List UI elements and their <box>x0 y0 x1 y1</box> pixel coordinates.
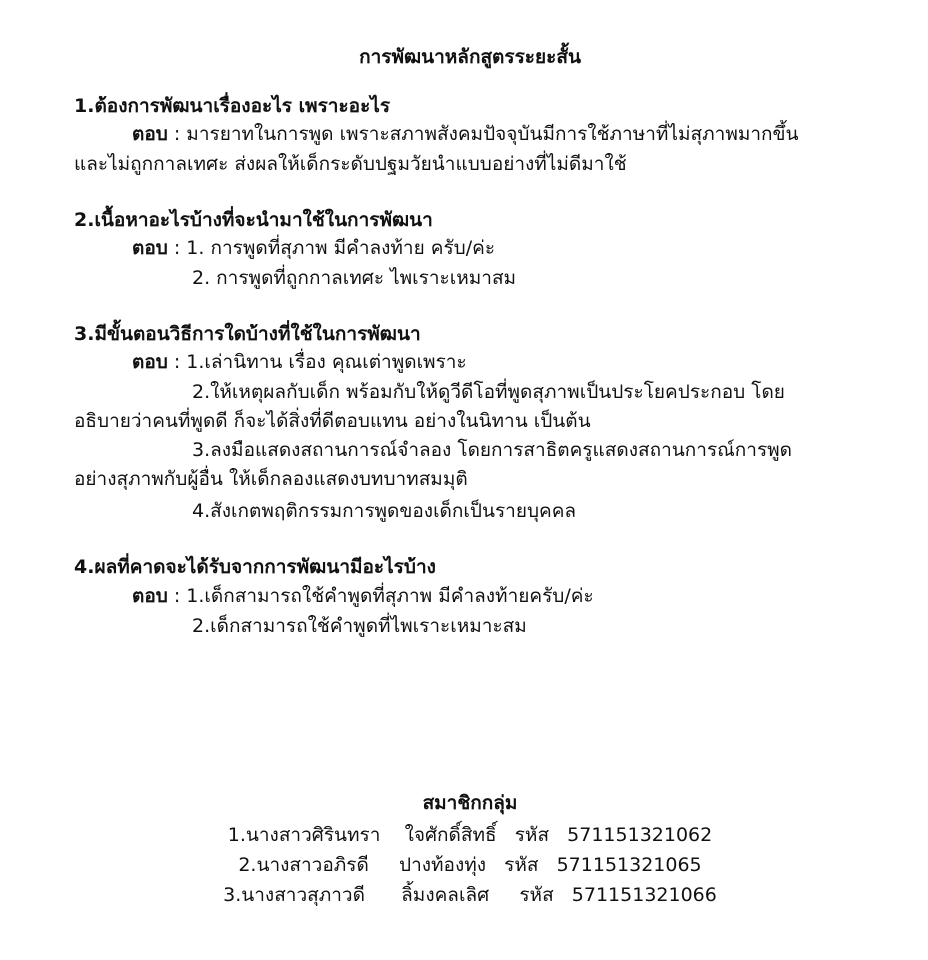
answer-3-line-2: 2.ให้เหตุผลกับเด็ก พร้อมกับให้ดูวีดีโอที่พูดสุภาพเป็นประโยคประกอบ โดย <box>192 381 785 403</box>
answer-text: : มารยาทในการพูด เพราะสภาพสังคมปัจจุบันมีการใช้ภาษาที่ไม่สุภาพมากขึ้น <box>167 123 799 145</box>
answer-3-line-5: อย่างสุภาพกับผู้อื่น ให้เด็กลองแสดงบทบาทสมมุติ <box>74 468 468 490</box>
answer-2-line-2: 2. การพูดที่ถูกกาลเทศะ ไพเราะเหมาสม <box>192 267 517 289</box>
answer-3-line-4: 3.ลงมือแสดงสถานการณ์จำลอง โดยการสาธิตครูแสดงสถานการณ์การพูด <box>192 439 793 461</box>
member-row: 3.นางสาวสุภาวดี ลิ้มงคลเลิศ รหัส 571151321066 <box>223 884 717 906</box>
answer-3-line-1 <box>132 348 467 376</box>
answer-text: : 1.เล่านิทาน เรื่อง คุณเต่าพูดเพราะ <box>167 351 467 373</box>
answer-text: : 1.เด็กสามารถใช้คำพูดที่สุภาพ มีคำลงท้ายครับ/ค่ะ <box>167 585 594 607</box>
answer-label: ตอบ <box>132 237 168 259</box>
answer-label: ตอบ <box>132 585 168 607</box>
members-heading: สมาชิกกลุ่ม <box>422 792 518 814</box>
answer-label: ตอบ <box>132 123 168 145</box>
answer-4-line-2: 2.เด็กสามารถใช้คำพูดที่ไพเราะเหมาะสม <box>192 615 527 637</box>
question-3: 3.มีขั้นตอนวิธีการใดบ้างที่ใช้ในการพัฒนา <box>74 323 421 345</box>
question-1: 1.ต้องการพัฒนาเรื่องอะไร เพราะอะไร <box>74 95 391 117</box>
member-row: 2.นางสาวอภิรดี ปางท้องทุ่ง รหัส 571151321065 <box>238 854 702 876</box>
question-4: 4.ผลที่คาดจะได้รับจากการพัฒนามีอะไรบ้าง <box>74 556 436 578</box>
question-2: 2.เนื้อหาอะไรบ้างที่จะนำมาใช้ในการพัฒนา <box>74 209 433 231</box>
group-members <box>0 786 928 910</box>
answer-text: : 1. การพูดที่สุภาพ มีคำลงท้าย ครับ/ค่ะ <box>167 237 496 259</box>
document-title: การพัฒนาหลักสูตรระยะสั้น <box>359 46 581 68</box>
answer-1-line-1 <box>132 120 799 148</box>
answer-3-line-3: อธิบายว่าคนที่พูดดี ก็จะได้สิ่งที่ดีตอบแทน อย่างในนิทาน เป็นต้น <box>74 410 591 432</box>
member-row: 1.นางสาวศิรินทรา ใจศักดิ์สิทธิ์ รหัส 571151321062 <box>227 824 713 846</box>
answer-label: ตอบ <box>132 351 168 373</box>
answer-1-line-2: และไม่ถูกกาลเทศะ ส่งผลให้เด็กระดับปฐมวัยนำแบบอย่างที่ไม่ดีมาใช้ <box>74 153 627 175</box>
answer-3-line-6: 4.สังเกตพฤติกรรมการพูดของเด็กเป็นรายบุคคล <box>192 500 577 522</box>
answer-2-line-1 <box>132 234 495 262</box>
answer-4-line-1 <box>132 582 594 610</box>
